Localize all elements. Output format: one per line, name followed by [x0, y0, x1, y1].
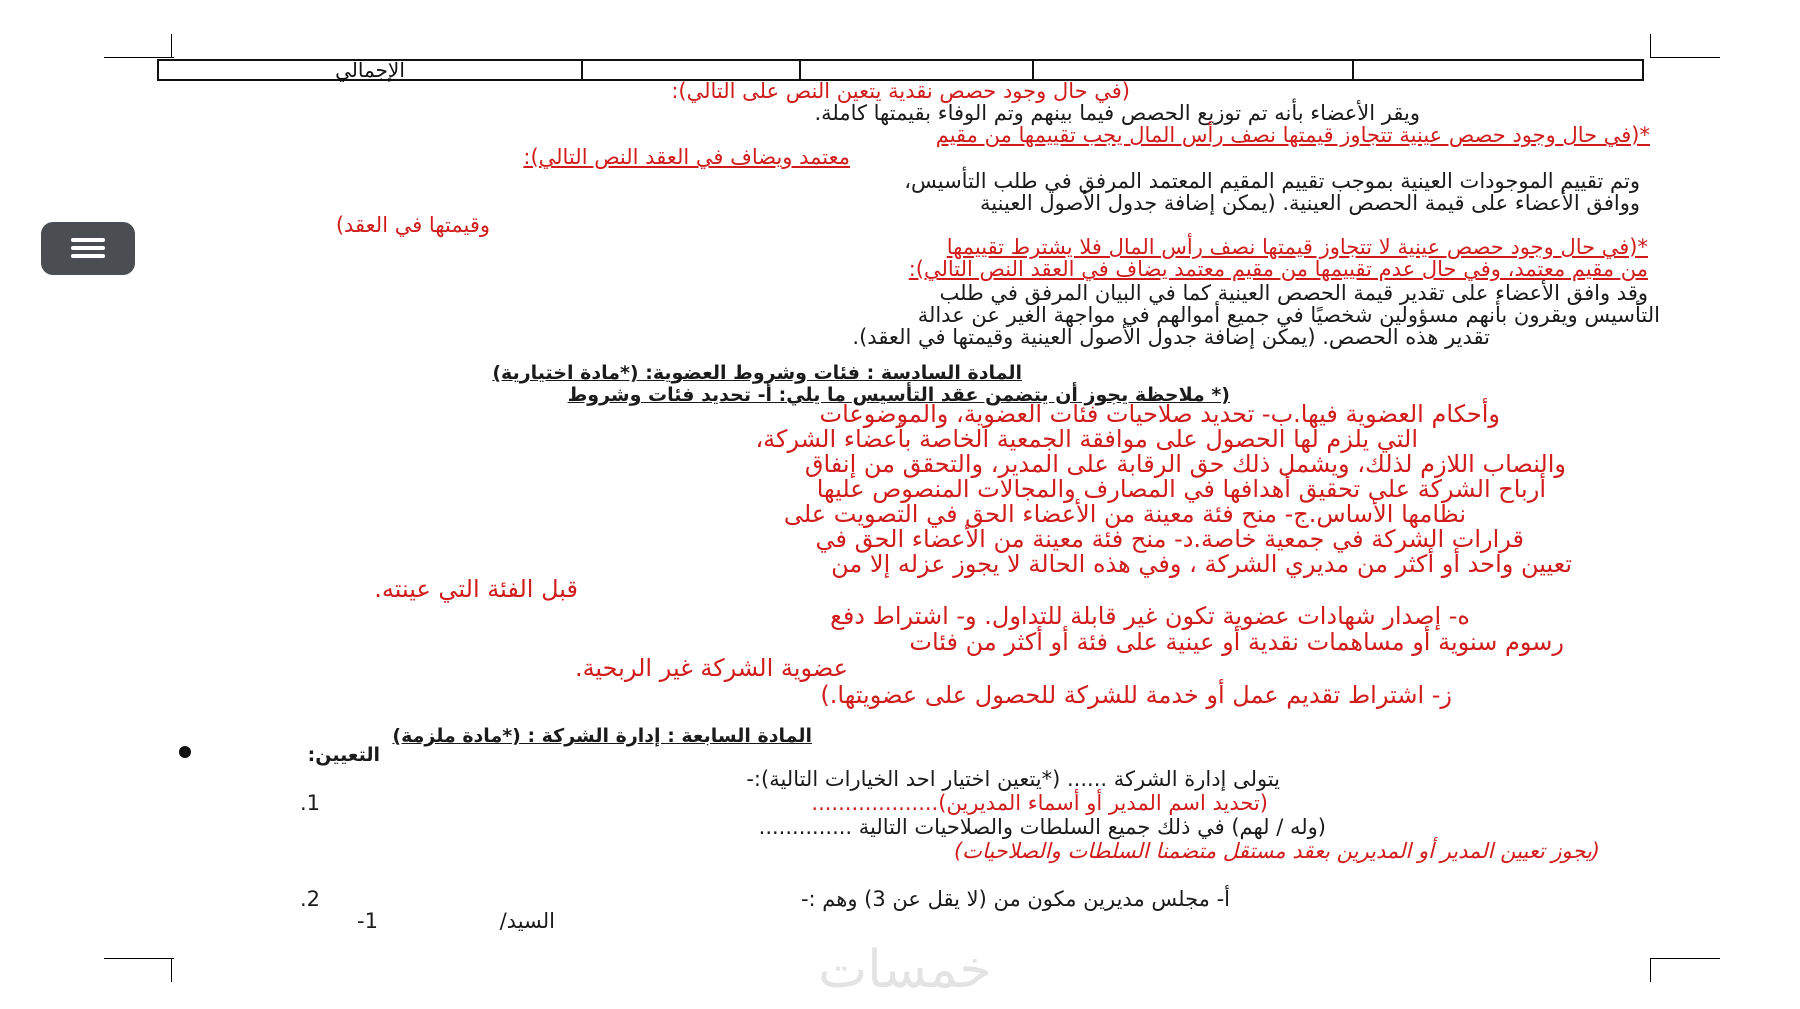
doc-line: ز- اشتراط تقديم عمل أو خدمة للشركة للحصول على عضويتها.)	[820, 681, 1452, 709]
doc-line: التأسيس ويقرون بأنهم مسؤولين شخصيًا في جميع أموالهم في مواجهة الغير عن عدالة	[917, 303, 1660, 327]
doc-line: وأحكام العضوية فيها.ب- تحديد صلاحيات فئات العضوية، والموضوعات	[819, 400, 1500, 428]
doc-line: وقيمتها في العقد)	[335, 213, 490, 237]
doc-line: ووافق الأعضاء على قيمة الحصص العينية. (يمكن إضافة جدول الأصول العينية	[980, 191, 1640, 215]
hamburger-menu-icon	[71, 246, 105, 250]
totals-table-row	[157, 59, 1644, 81]
doc-line: (يجوز تعيين المدير أو المديرين بعقد مستقل متضمنا السلطات والصلاحيات)	[953, 839, 1600, 863]
table-cell	[581, 61, 799, 79]
list-number: 2.	[299, 887, 320, 911]
doc-line: معتمد ويضاف في العقد النص التالي):	[523, 145, 850, 169]
doc-line: أ- مجلس مديرين مكون من (لا يقل عن 3) وهم :-	[800, 887, 1230, 911]
doc-line: (في حال وجود حصص نقدية يتعين النص على التالي):	[671, 79, 1130, 103]
doc-line: ويقر الأعضاء بأنه تم توزيع الحصص فيما بينهم وتم الوفاء بقيمتها كاملة.	[814, 101, 1420, 125]
doc-line: عضوية الشركة غير الربحية.	[574, 654, 848, 682]
doc-line: وقد وافق الأعضاء على تقدير قيمة الحصص العينية كما في البيان المرفق في طلب	[939, 281, 1648, 305]
list-number: 1.	[299, 791, 320, 815]
doc-line: قبل الفئة التي عينته.	[374, 575, 578, 603]
bullet-icon	[179, 746, 191, 758]
doc-line: التي يلزم لها الحصول على موافقة الجمعية الخاصة بأعضاء الشركة،	[755, 425, 1418, 453]
hamburger-menu-icon	[71, 254, 105, 258]
doc-line: يتولى إدارة الشركة ...... (*يتعين اختيار احد الخيارات التالية):-	[746, 767, 1280, 791]
doc-line: نظامها الأساس.ج- منح فئة معينة من الأعضاء الحق في التصويت على	[783, 500, 1466, 528]
doc-line: السيد/	[499, 909, 555, 933]
doc-line: من مقيم معتمد، وفي حال عدم تقييمها من مقيم معتمد يضاف في العقد النص التالي):	[908, 257, 1648, 281]
doc-line: *(في حال وجود حصص عينية لا تتجاوز قيمتها نصف رأس المال فلا يشترط تقييمها	[946, 235, 1648, 259]
article-six-heading: المادة السادسة : فئات وشروط العضوية: (*مادة اختيارية)	[492, 362, 1022, 384]
doc-line: وتم تقييم الموجودات العينية بموجب تقييم المقيم المعتمد المرفق في طلب التأسيس،	[904, 169, 1640, 193]
doc-line: ه- إصدار شهادات عضوية تكون غير قابلة للتداول. و- اشتراط دفع	[830, 602, 1470, 630]
doc-line: رسوم سنوية أو مساهمات نقدية أو عينية على فئة أو أكثر من فئات	[909, 628, 1564, 656]
doc-line: أرباح الشركة على تحقيق أهدافها في المصارف والمجالات المنصوص عليها	[816, 475, 1546, 503]
article-seven-heading: المادة السابعة : إدارة الشركة : (*مادة ملزمة)	[392, 725, 812, 747]
doc-line: (وله / لهم) في ذلك جميع السلطات والصلاحيات التالية ..............	[758, 815, 1326, 839]
table-cell	[799, 61, 1032, 79]
hamburger-menu-button[interactable]	[41, 222, 135, 275]
list-number: 1-	[357, 909, 378, 933]
watermark-logo: خمسات	[818, 940, 992, 1000]
doc-line: (تحديد اسم المدير أو أسماء المديرين)...................	[811, 791, 1268, 815]
doc-line: *(في حال وجود حصص عينية تتجاوز قيمتها نصف رأس المال يجب تقييمها من مقيم	[935, 123, 1650, 147]
doc-line: تعيين واحد أو أكثر من مديري الشركة ، وفي هذه الحالة لا يجوز عزله إلا من	[831, 550, 1572, 578]
table-cell-total-label: الإجمالي	[335, 58, 405, 82]
hamburger-menu-icon	[71, 238, 105, 242]
doc-line: قرارات الشركة في جمعية خاصة.د- منح فئة معينة من الأعضاء الحق في	[815, 525, 1524, 553]
doc-line: والنصاب اللازم لذلك، ويشمل ذلك حق الرقابة على المدير، والتحقق من إنفاق	[804, 450, 1566, 478]
article-six-note: (* ملاحظة يجوز أن يتضمن عقد التأسيس ما يلي: أ- تحديد فئات وشروط	[567, 384, 1230, 406]
appointment-heading: التعيين:	[307, 744, 380, 766]
table-cell	[1352, 61, 1642, 79]
table-cell	[1032, 61, 1352, 79]
doc-line: تقدير هذه الحصص. (يمكن إضافة جدول الأصول العينية وقيمتها في العقد).	[852, 325, 1490, 349]
